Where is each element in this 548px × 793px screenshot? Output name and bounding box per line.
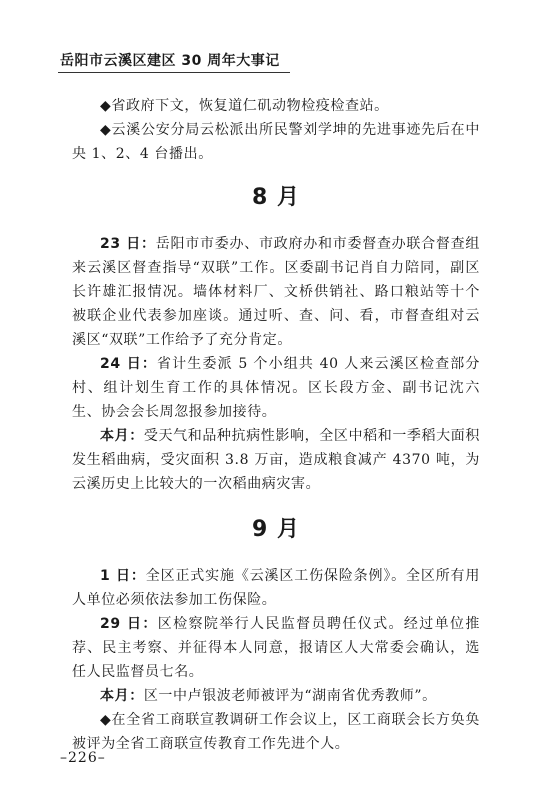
entry-paragraph [72,352,480,424]
september-section [72,564,480,756]
entry-paragraph [72,424,480,496]
entry-text: ◆省政府下文，恢复道仁矶动物检疫检查站。 [100,98,389,114]
running-header: 岳阳市云溪区建区 30 周年大事记 [60,53,280,69]
entry-paragraph [72,564,480,612]
entry-text: ◆云溪公安分局云松派出所民警刘学坤的先进事迹先后在中央 1、2、4 台播出。 [72,122,480,162]
entry-lead: 23 日： [100,236,156,252]
entry-lead: 本月： [100,428,144,444]
entry-paragraph [72,708,480,756]
month-heading-august: 8 月 [252,185,300,210]
header-rule [58,72,290,73]
entry-text: ◆在全省工商联宣教调研工作会议上，区工商联会长方奂奂被评为全省工商联宣传教育工作先进个人。 [72,712,480,752]
entry-lead: 本月： [100,688,144,704]
entry-paragraph [72,612,480,684]
page-number: –226– [60,750,106,766]
entry-text: 省计生委派 5 个小组共 40 人来云溪区检查部分村、组计划生育工作的具体情况。区长段方金、副书记沈六生、协会会长周忽报参加接待。 [72,356,480,420]
entry-lead: 29 日： [100,616,158,632]
entry-text: 岳阳市市委办、市政府办和市委督查办联合督查组来云溪区督查指导“双联”工作。区委副书记肖自力陪同，副区长许雄汇报情况。墙体材料厂、文桥供销社、路口粮站等十个被联企业代表参加座谈。通过听、查、问、看，市督查组对云溪区“双联”工作给予了充分肯定。 [72,236,481,348]
entry-text: 区检察院举行人民监督员聘任仪式。经过单位推荐、民主考察、并征得本人同意，报请区人大常委会确认，选任人民监督员七名。 [72,616,480,680]
entry-lead: 1 日： [100,568,146,584]
entry-text: 区一中卢银波老师被评为“湖南省优秀教师”。 [143,688,437,704]
entry-text: 受天气和品种抗病性影响，全区中稻和一季稻大面积发生稻曲病，受灾面积 3.8 万亩，造成粮食减产 4370 吨，为云溪历史上比较大的一次稻曲病灾害。 [72,428,480,492]
august-section [72,232,480,496]
document-body [72,94,480,756]
entry-text: 全区正式实施《云溪区工伤保险条例》。全区所有用人单位必须依法参加工伤保险。 [72,568,480,608]
entry-paragraph [72,118,480,166]
entry-lead: 24 日： [100,356,157,372]
entry-paragraph [72,684,480,708]
intro-section [72,94,480,166]
entry-paragraph [72,232,480,352]
month-heading-september: 9 月 [252,517,300,542]
entry-paragraph [72,94,480,118]
